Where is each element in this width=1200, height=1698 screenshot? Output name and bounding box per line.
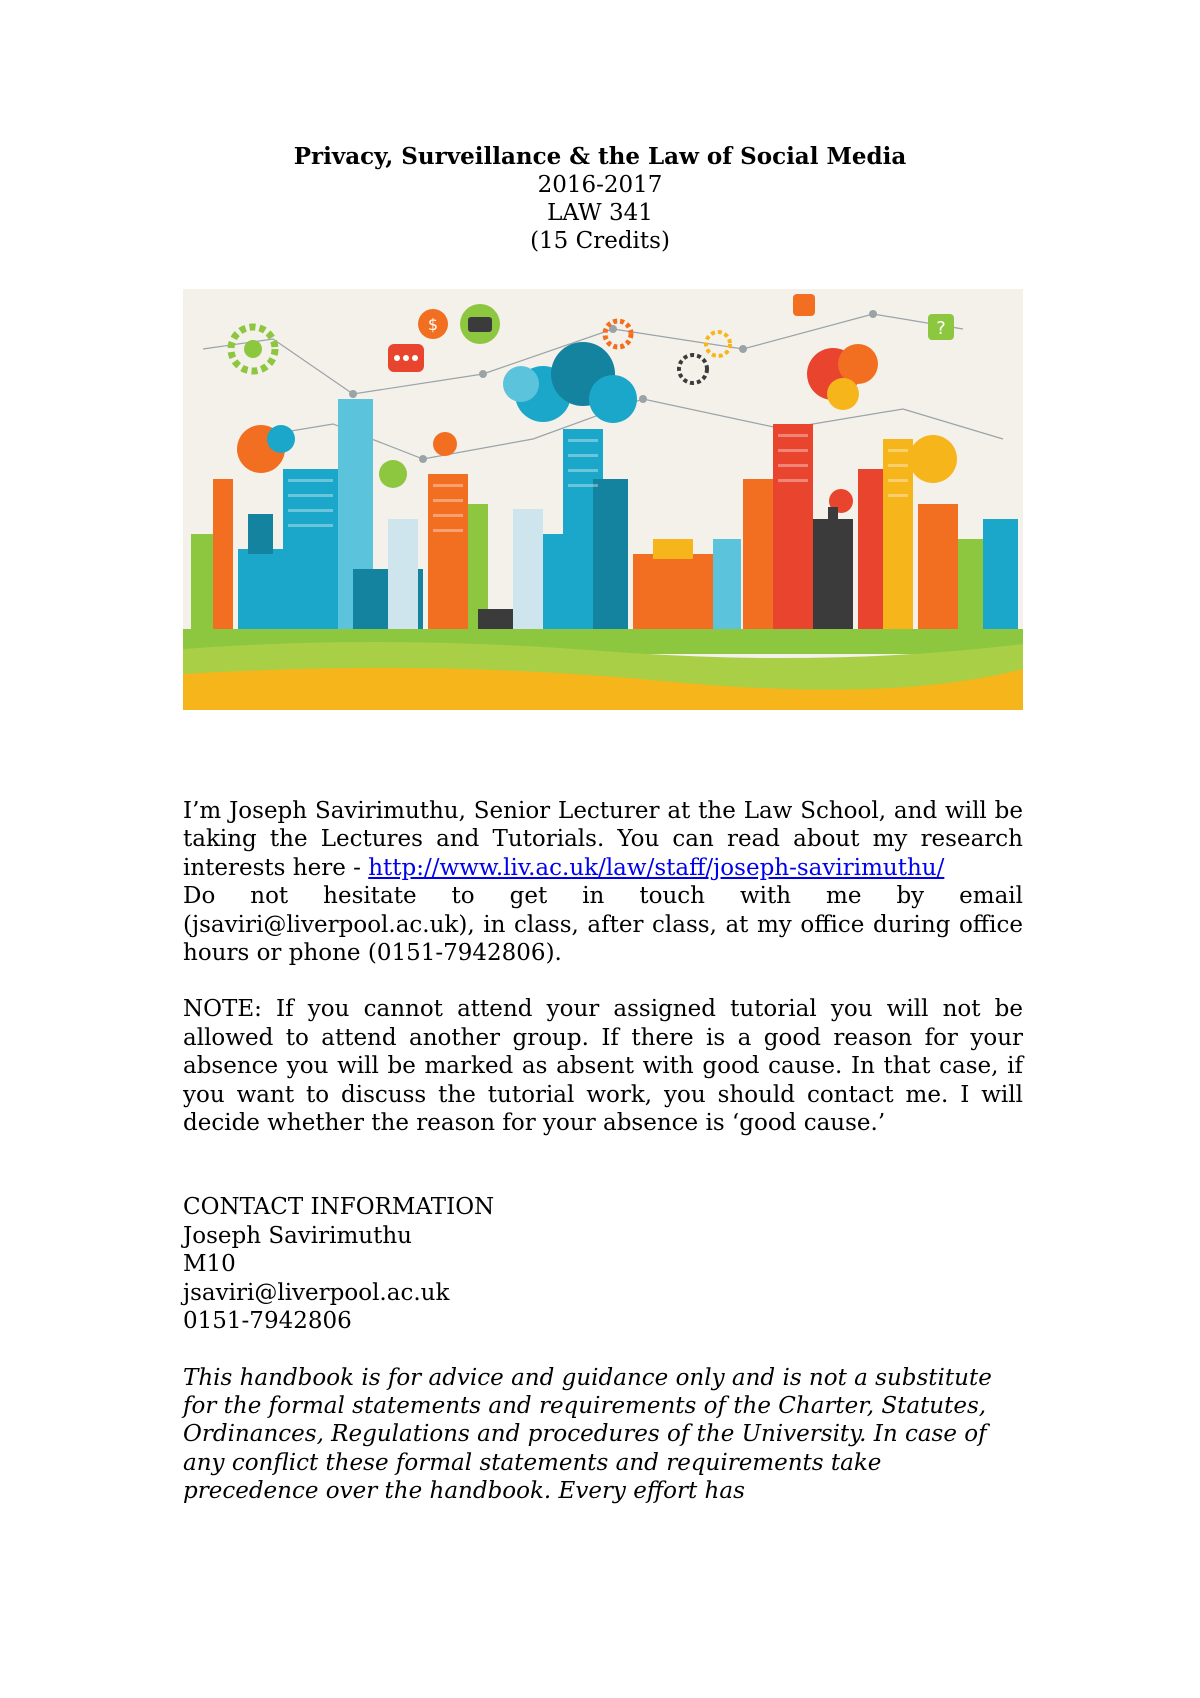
note-paragraph: NOTE: If you cannot attend your assigned tutorial you will not be allowed to attend another group. If there is a good reason for your absence you will be marked as absent with good cause. In that case, if you want to discuss the tutorial work, you should contact me. I will decide whether the reason for your absence is ‘good cause.’: [183, 996, 1023, 1137]
camera-bubble-icon: [460, 304, 500, 344]
document-body: [183, 797, 1023, 1506]
contact-email: jsaviri@liverpool.ac.uk: [183, 1279, 450, 1306]
svg-text:?: ?: [936, 318, 946, 339]
chat-bubble-icon: [388, 344, 424, 372]
contact-information: [183, 1193, 1023, 1335]
dollar-bubble-icon: [418, 309, 448, 339]
credits: (15 Credits): [530, 228, 670, 254]
academic-year: 2016-2017: [537, 172, 663, 198]
module-code: LAW 341: [547, 200, 653, 226]
intro-text: I’m Joseph Savirimuthu, Senior Lecturer at the Law School, and will be taking the Lectures and Tutorials. You can read about my research interests here -: [183, 798, 1023, 881]
intro-paragraph: [183, 797, 1023, 882]
staff-profile-link[interactable]: http://www.liv.ac.uk/law/staff/joseph-savirimuthu/: [368, 854, 945, 881]
contact-paragraph: Do not hesitate to get in touch with me by email (jsaviri@liverpool.ac.uk), in class, after class, at my office during office hours or phone (0151-7942806).: [183, 883, 1023, 967]
contact-room: M10: [183, 1251, 236, 1278]
svg-text:$: $: [427, 315, 439, 334]
course-title: Privacy, Surveillance & the Law of Social Media: [293, 143, 907, 170]
rss-icon: [793, 294, 815, 316]
social-media-city-illustration: [183, 289, 1023, 710]
contact-name: Joseph Savirimuthu: [183, 1222, 412, 1249]
question-icon: [928, 314, 954, 340]
contact-phone: 0151-7942806: [183, 1308, 352, 1335]
title-block: [0, 143, 1200, 255]
contact-heading: CONTACT INFORMATION: [183, 1194, 495, 1221]
disclaimer-paragraph: This handbook is for advice and guidance only and is not a substitute for the formal statements and requirements of the Charter, Statutes, Ordinances, Regulations and procedures of the University. In case of any conflict these formal statements and requirements take precedence over the handbook. Every effort has: [183, 1364, 992, 1505]
